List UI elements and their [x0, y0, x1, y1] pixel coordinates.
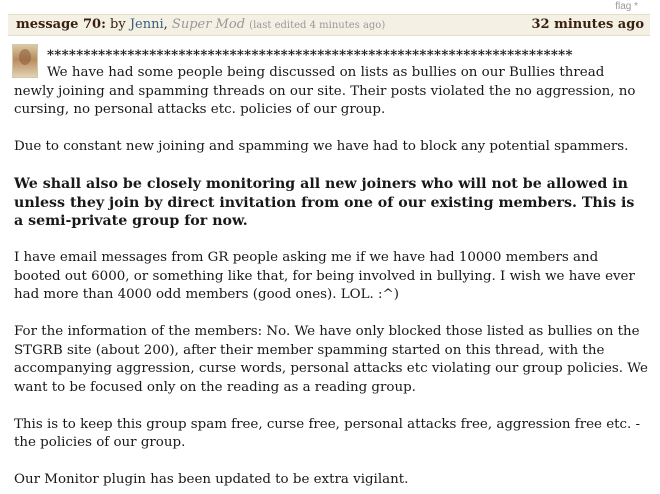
- message-meta: [16, 15, 385, 36]
- by-label: by: [110, 17, 126, 32]
- message-number[interactable]: message 70:: [16, 17, 106, 32]
- paragraph-4: I have email messages from GR people asking me if we have had 10000 members and booted out 6000, or something like that, for being involved in bullying. I wish we have ever had more than 4000 odd members (good ones). LOL. :^): [14, 250, 635, 302]
- author-role: Super Mod: [171, 17, 246, 32]
- edited-note: (last edited 4 minutes ago): [249, 20, 386, 31]
- paragraph-3-bold: We shall also be closely monitoring all new joiners who will not be allowed in unless they join by direct invitation from one of our existing members. This is a semi-private group for now.: [14, 176, 635, 229]
- author-link[interactable]: Jenni: [129, 17, 164, 32]
- star-divider: ************************************************************************: [47, 47, 573, 63]
- comma: ,: [163, 17, 168, 32]
- flag-link[interactable]: flag *: [615, 1, 638, 12]
- message-header: [8, 14, 650, 36]
- paragraph-6: This is to keep this group spam free, curse free, personal attacks free, aggression free etc. - the policies of our group.: [14, 416, 641, 450]
- paragraph-7: Our Monitor plugin has been updated to be extra vigilant.: [14, 472, 409, 487]
- paragraph-5: For the information of the members: No. We have only blocked those listed as bullies on the STGRB site (about 200), after their member spamming started on this thread, with the accompanying aggression, curse words, personal attacks etc violating our group policies. We want to be focused only on the reading as a reading group.: [14, 324, 648, 395]
- paragraph-2: Due to constant new joining and spamming we have had to block any potential spammers.: [14, 139, 629, 154]
- paragraph-1: We have had some people being discussed on lists as bullies on our Bullies thread newly joining and spamming threads on our site. Their posts violated the no aggression, no cursing, no personal attacks etc. policies of our group.: [14, 65, 636, 117]
- message-timestamp-link[interactable]: 32 minutes ago: [531, 17, 644, 32]
- message-body: [14, 46, 648, 490]
